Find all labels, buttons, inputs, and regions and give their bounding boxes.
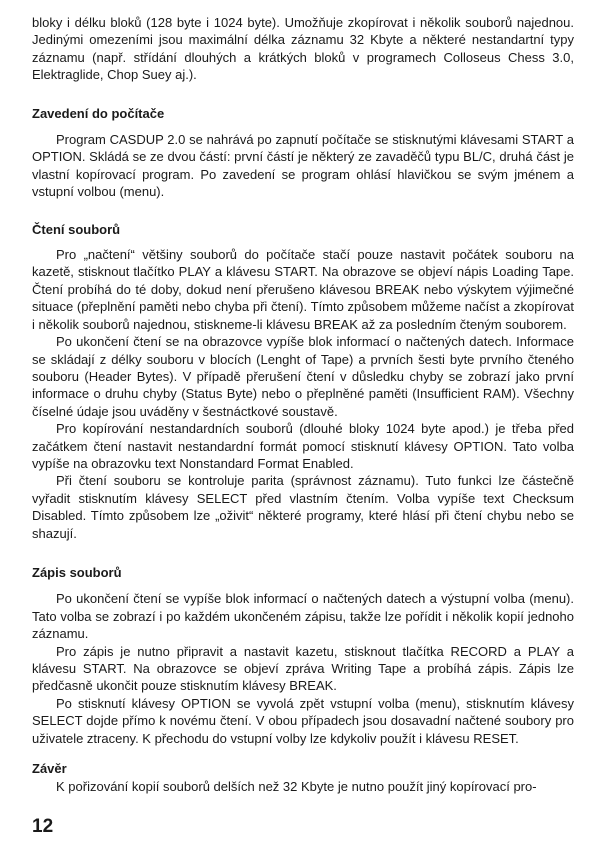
writing-paragraph-2: Pro zápis je nutno připravit a nastavit kazetu, stisknout tlačítka RECORD a PLAY a klávesu START. Na obrazovce se objeví zpráva Writing Tape a probíhá zápis. Zápis lze předčasně ukončit pouze stisknutím klávesy BREAK.	[32, 643, 574, 694]
reading-paragraph-1: Pro „načtení“ většiny souborů do počítače stačí pouze nastavit počátek souboru na kazetě, stisknout tlačítko PLAY a klávesu START. Na obrazove se objeví nápis Loading Tape. Čtení probíhá do té doby, dokud není přerušeno klávesou BREAK nebo výskytem výjimečné situace (přeplnění paměti nebo chyba při čtení). Tímto způsobem můžeme načíst a zkopírovat i několik souborů najednou, stiskneme-li klávesu BREAK až za posledním čteným souborem.	[32, 247, 574, 332]
page-number: 12	[32, 816, 54, 837]
heading-writing: Zápis souborů	[32, 564, 122, 580]
heading-loading: Zavedení do počítače	[32, 105, 165, 121]
reading-paragraph-2: Po ukončení čtení se na obrazovce vypíše blok informací o načtených datech. Informace se skládají z délky souboru v blocích (Lenght of Tape) a prvních šesti byte prvního čteného souboru (Header Bytes). V případě přerušení čtení v důsledku chyby se zobrazí jako první informace o druhu chyby (Status Byte) nebo o přeplněné paměti (Insufficient RAM). Všechny číselné údaje jsou uváděny v šestnáctkové soustavě.	[32, 334, 574, 419]
loading-paragraph: Program CASDUP 2.0 se nahrává po zapnutí počítače se stisknutými klávesami START a OPTION. Skládá se ze dvou částí: první částí je některý ze zavaděčů typu BL/C, druhá část je vlastní kopírovací program. Po zavedení se program ohlásí hlavičkou se svým jménem a vstupní volbou (menu).	[32, 132, 574, 200]
heading-reading: Čtení souborů	[32, 221, 121, 237]
reading-paragraph-3: Pro kopírování nestandardních souborů (dlouhé bloky 1024 byte apod.) je třeba před začátkem čtení nastavit nestandardní formát pomocí stisknutí klávesy OPTION. Tato volba vypíše na obrazovku text Nonstandard Format Enabled.	[32, 421, 574, 471]
reading-paragraph-4: Při čtení souboru se kontroluje parita (správnost záznamu). Tuto funkci lze částečně vyřadit stisknutím klávesy SELECT před vlastním čtením. Volba vypíše text Checksum Disabled. Tímto způsobem lze „oživit“ některé programy, které hlásí při čtení chybu nebo se shazují.	[32, 473, 574, 541]
heading-conclusion: Závěr	[32, 761, 67, 777]
writing-paragraph-1: Po ukončení čtení se vypíše blok informací o načtených datech a výstupní volba (menu). Tato volba se zobrazí i po každém ukončeném zápisu, takže lze pořídit i několik kopií jednoho záznamu.	[32, 591, 574, 642]
page-body	[32, 14, 574, 796]
intro-paragraph: bloky i délku bloků (128 byte i 1024 byte). Umožňuje zkopírovat i několik souborů najednou. Jedinými omezeními jsou maximální délka záznamu 32 Kbyte a některé nestandartní typy záznamu (např. střídání dlouhých a krátkých bloků v programech Colloseus Chess 3.0, Elektraglide, Chop Suey aj.).	[32, 15, 574, 83]
conclusion-paragraph: K pořizování kopií souborů delších než 32 Kbyte je nutno použít jiný kopírovací pro-	[56, 779, 537, 795]
writing-paragraph-3: Po stisknutí klávesy OPTION se vyvolá zpět vstupní volba (menu), stisknutím klávesy SELECT dojde přímo k novému čtení. V obou případech jsou dosavadní načtené soubory pro uživatele ztraceny. K přechodu do vstupní volby lze kdykoliv použít i klávesu RESET.	[32, 695, 574, 746]
